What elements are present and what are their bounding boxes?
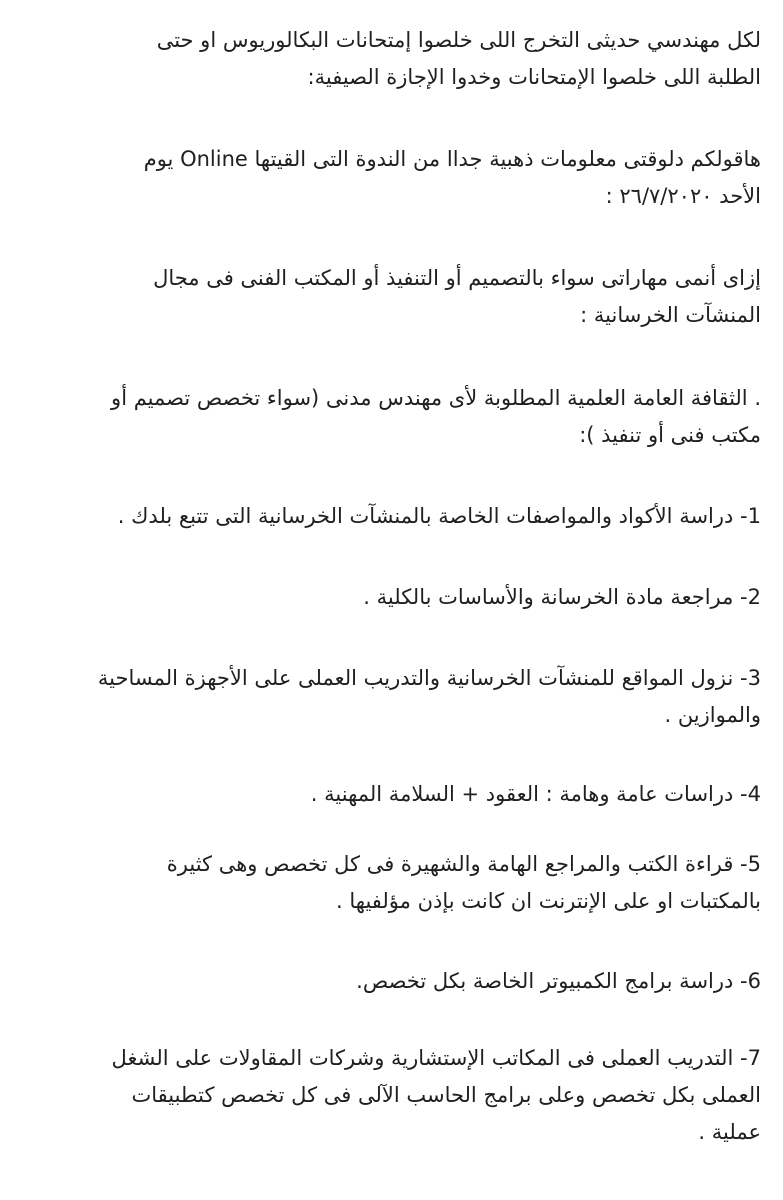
text-line: لكل مهندسي حديثى التخرج اللى خلصوا إمتحانات البكالوريوس او حتى xyxy=(156,28,761,52)
list-item-6 xyxy=(16,963,761,1000)
text-line: العملى بكل تخصص وعلى برامج الحاسب الآلى فى كل تخصص كتطبيقات xyxy=(131,1083,761,1107)
text-line: إزاى أنمى مهاراتى سواء بالتصميم أو التنفيذ أو المكتب الفنى فى مجال xyxy=(153,266,761,290)
text-line: 1- دراسة الأكواد والمواصفات الخاصة بالمنشآت الخرسانية التى تتبع بلدك . xyxy=(117,504,761,528)
text-line: المنشآت الخرسانية : xyxy=(580,303,761,327)
text-line: 5- قراءة الكتب والمراجع الهامة والشهيرة فى كل تخصص وهى كثيرة xyxy=(166,852,761,876)
text-line: عملية . xyxy=(698,1120,761,1144)
paragraph-seminar-info xyxy=(16,141,761,215)
list-item-2 xyxy=(16,579,761,616)
list-item-7 xyxy=(16,1040,761,1151)
list-item-1 xyxy=(16,498,761,535)
text-line: 7- التدريب العملى فى المكاتب الإستشارية وشركات المقاولات على الشغل xyxy=(111,1046,761,1070)
text-line: 2- مراجعة مادة الخرسانة والأساسات بالكلية . xyxy=(363,585,761,609)
text-line: هاقولكم دلوقتى معلومات ذهبية جداا من الندوة التى القيتها Online يوم xyxy=(143,147,761,171)
text-line: بالمكتبات او على الإنترنت ان كانت بإذن مؤلفيها . xyxy=(336,889,761,913)
text-line: 4- دراسات عامة وهامة : العقود + السلامة المهنية . xyxy=(310,782,761,806)
paragraph-general-culture xyxy=(16,380,761,454)
text-line: الطلبة اللى خلصوا الإمتحانات وخدوا الإجازة الصيفية: xyxy=(307,65,761,89)
paragraph-skills-question xyxy=(16,260,761,334)
list-item-5 xyxy=(16,846,761,920)
text-line: . الثقافة العامة العلمية المطلوبة لأى مهندس مدنى (سواء تخصص تصميم أو xyxy=(111,386,761,410)
text-line: مكتب فنى أو تنفيذ ): xyxy=(579,423,761,447)
text-line: 3- نزول المواقع للمنشآت الخرسانية والتدريب العملى على الأجهزة المساحية xyxy=(97,666,761,690)
list-item-3 xyxy=(16,660,761,734)
paragraph-intro-audience xyxy=(16,22,761,96)
text-line: 6- دراسة برامج الكمبيوتر الخاصة بكل تخصص. xyxy=(356,969,761,993)
text-line: والموازين . xyxy=(664,703,761,727)
list-item-4 xyxy=(16,776,761,813)
text-line: الأحد ٢٦/٧/٢٠٢٠ : xyxy=(605,184,761,208)
